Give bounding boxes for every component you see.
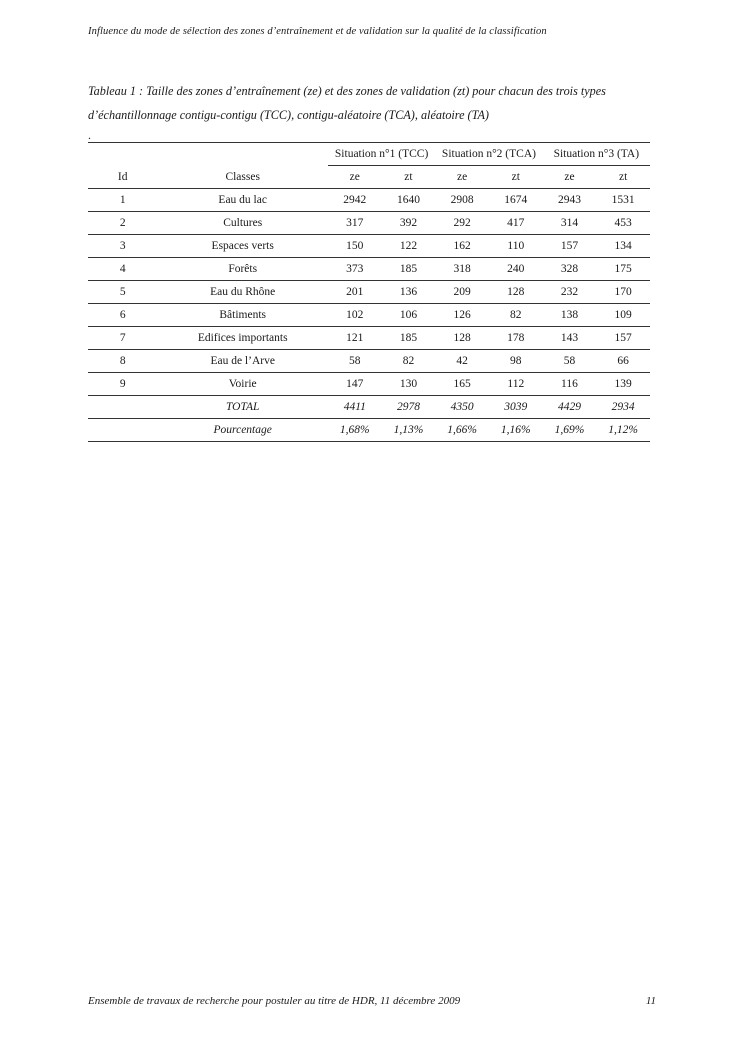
caption-trailing-mark: . — [88, 128, 91, 142]
cell-s1-zt: 136 — [382, 281, 436, 304]
cell-s1-zt: 122 — [382, 235, 436, 258]
cell-class: Eau du lac — [157, 189, 327, 212]
page-footer — [88, 995, 656, 1007]
group-header-situation-1: Situation n°1 (TCC) — [328, 143, 435, 166]
cell-s1-zt: 82 — [382, 350, 436, 373]
cell-id: 8 — [88, 350, 157, 373]
cell-s2-ze: 209 — [435, 281, 489, 304]
total-label: TOTAL — [157, 396, 327, 419]
cell-s2-ze: 42 — [435, 350, 489, 373]
sub-header-s1-ze: ze — [328, 166, 382, 189]
table-row — [88, 189, 650, 212]
cell-s3-zt: 175 — [596, 258, 650, 281]
cell-id: 7 — [88, 327, 157, 350]
cell-s1-ze: 317 — [328, 212, 382, 235]
cell-s3-ze: 138 — [543, 304, 597, 327]
table-row — [88, 235, 650, 258]
cell-s1-ze: 58 — [328, 350, 382, 373]
total-s3-zt: 2934 — [596, 396, 650, 419]
data-table — [88, 142, 650, 442]
cell-id: 4 — [88, 258, 157, 281]
total-s3-ze: 4429 — [543, 396, 597, 419]
cell-s1-ze: 201 — [328, 281, 382, 304]
total-s2-zt: 3039 — [489, 396, 543, 419]
table-percent-row — [88, 419, 650, 442]
cell-s2-zt: 417 — [489, 212, 543, 235]
percent-s1-zt: 1,13% — [382, 419, 436, 442]
total-s1-ze: 4411 — [328, 396, 382, 419]
cell-id: 3 — [88, 235, 157, 258]
page-number: 11 — [645, 995, 656, 1007]
cell-s3-ze: 143 — [543, 327, 597, 350]
cell-s3-ze: 58 — [543, 350, 597, 373]
group-header-situation-2: Situation n°2 (TCA) — [435, 143, 542, 166]
table-row — [88, 281, 650, 304]
cell-s3-zt: 1531 — [596, 189, 650, 212]
sub-header-s3-zt: zt — [596, 166, 650, 189]
cell-s2-zt: 128 — [489, 281, 543, 304]
cell-s2-zt: 110 — [489, 235, 543, 258]
cell-s3-zt: 134 — [596, 235, 650, 258]
cell-class: Eau de l’Arve — [157, 350, 327, 373]
cell-s2-ze: 2908 — [435, 189, 489, 212]
cell-class: Cultures — [157, 212, 327, 235]
cell-id: 9 — [88, 373, 157, 396]
sub-header-id: Id — [88, 166, 157, 189]
cell-class: Forêts — [157, 258, 327, 281]
table-total-row — [88, 396, 650, 419]
cell-s2-zt: 240 — [489, 258, 543, 281]
total-blank-id — [88, 396, 157, 419]
cell-id: 5 — [88, 281, 157, 304]
cell-s1-ze: 147 — [328, 373, 382, 396]
cell-s3-ze: 314 — [543, 212, 597, 235]
cell-s2-ze: 162 — [435, 235, 489, 258]
cell-class: Eau du Rhône — [157, 281, 327, 304]
cell-id: 6 — [88, 304, 157, 327]
percent-s2-ze: 1,66% — [435, 419, 489, 442]
percent-s1-ze: 1,68% — [328, 419, 382, 442]
cell-s1-ze: 150 — [328, 235, 382, 258]
cell-s1-zt: 106 — [382, 304, 436, 327]
cell-s3-ze: 157 — [543, 235, 597, 258]
cell-id: 2 — [88, 212, 157, 235]
group-header-blank-class — [157, 143, 327, 166]
table-caption — [88, 79, 648, 127]
cell-s2-zt: 98 — [489, 350, 543, 373]
table-row — [88, 212, 650, 235]
cell-s3-zt: 170 — [596, 281, 650, 304]
cell-s3-zt: 109 — [596, 304, 650, 327]
cell-s2-ze: 292 — [435, 212, 489, 235]
cell-class: Edifices importants — [157, 327, 327, 350]
percent-blank-id — [88, 419, 157, 442]
sub-header-classes: Classes — [157, 166, 327, 189]
group-header-situation-3: Situation n°3 (TA) — [543, 143, 650, 166]
cell-s3-ze: 328 — [543, 258, 597, 281]
table-row — [88, 373, 650, 396]
footer-text: Ensemble de travaux de recherche pour postuler au titre de HDR, 11 décembre 2009 — [88, 995, 461, 1007]
caption-line-1: Tableau 1 : Taille des zones d’entraînement (ze) et des zones de validation (zt) pour chacun des trois types — [88, 84, 606, 98]
table-row — [88, 304, 650, 327]
percent-s3-ze: 1,69% — [543, 419, 597, 442]
cell-s3-zt: 453 — [596, 212, 650, 235]
cell-class: Espaces verts — [157, 235, 327, 258]
cell-s3-zt: 66 — [596, 350, 650, 373]
cell-s1-ze: 373 — [328, 258, 382, 281]
cell-s3-zt: 157 — [596, 327, 650, 350]
cell-s2-ze: 126 — [435, 304, 489, 327]
table-sub-header-row — [88, 166, 650, 189]
total-s1-zt: 2978 — [382, 396, 436, 419]
cell-s1-zt: 185 — [382, 258, 436, 281]
cell-s2-ze: 128 — [435, 327, 489, 350]
cell-s1-zt: 392 — [382, 212, 436, 235]
cell-s3-ze: 232 — [543, 281, 597, 304]
sub-header-s2-ze: ze — [435, 166, 489, 189]
cell-s1-zt: 130 — [382, 373, 436, 396]
cell-s2-ze: 318 — [435, 258, 489, 281]
cell-s2-zt: 112 — [489, 373, 543, 396]
total-s2-ze: 4350 — [435, 396, 489, 419]
cell-s1-ze: 121 — [328, 327, 382, 350]
table-row — [88, 258, 650, 281]
table-row — [88, 327, 650, 350]
cell-s1-ze: 2942 — [328, 189, 382, 212]
table-group-header-row — [88, 143, 650, 166]
running-head: Influence du mode de sélection des zones d’entraînement et de validation sur la qualité de la classification — [88, 26, 547, 37]
cell-s2-zt: 178 — [489, 327, 543, 350]
cell-id: 1 — [88, 189, 157, 212]
sub-header-s3-ze: ze — [543, 166, 597, 189]
percent-s3-zt: 1,12% — [596, 419, 650, 442]
cell-s1-zt: 185 — [382, 327, 436, 350]
caption-line-2: d’échantillonnage contigu-contigu (TCC), contigu-aléatoire (TCA), aléatoire (TA) — [88, 108, 489, 122]
cell-class: Bâtiments — [157, 304, 327, 327]
table-row — [88, 350, 650, 373]
group-header-blank-id — [88, 143, 157, 166]
cell-s1-zt: 1640 — [382, 189, 436, 212]
cell-s1-ze: 102 — [328, 304, 382, 327]
cell-s2-zt: 1674 — [489, 189, 543, 212]
cell-s3-ze: 2943 — [543, 189, 597, 212]
cell-class: Voirie — [157, 373, 327, 396]
cell-s3-ze: 116 — [543, 373, 597, 396]
percent-s2-zt: 1,16% — [489, 419, 543, 442]
cell-s3-zt: 139 — [596, 373, 650, 396]
cell-s2-ze: 165 — [435, 373, 489, 396]
cell-s2-zt: 82 — [489, 304, 543, 327]
percent-label: Pourcentage — [157, 419, 327, 442]
sub-header-s2-zt: zt — [489, 166, 543, 189]
sub-header-s1-zt: zt — [382, 166, 436, 189]
